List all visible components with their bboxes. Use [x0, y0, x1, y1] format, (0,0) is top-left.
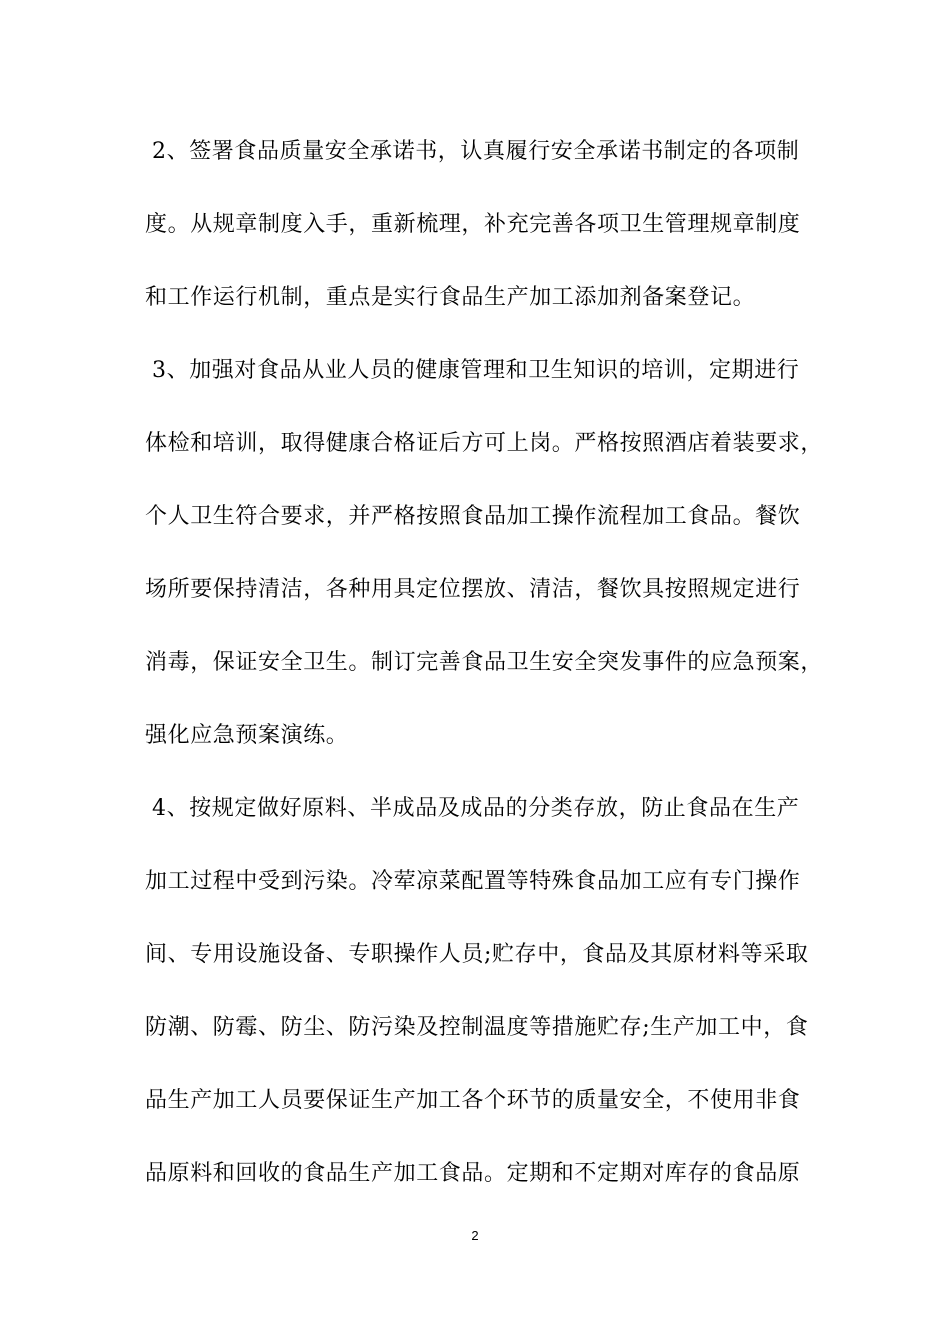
- paragraph-4-line-6: 品原料和回收的食品生产加工食品。定期和不定期对库存的食品原: [145, 1161, 801, 1186]
- page-number: 2: [471, 1228, 479, 1243]
- paragraph-3-line-6: 强化应急预案演练。: [145, 723, 349, 748]
- paragraph-2-line-2: 度。从规章制度入手，重新梳理，补充完善各项卫生管理规章制度: [145, 212, 801, 237]
- paragraph-4-line-1: 4、按规定做好原料、半成品及成品的分类存放，防止食品在生产: [152, 796, 800, 821]
- paragraph-4-line-4: 防潮、防霉、防尘、防污染及控制温度等措施贮存;生产加工中，食: [145, 1015, 809, 1040]
- paragraph-4-line-2: 加工过程中受到污染。冷荤凉菜配置等特殊食品加工应有专门操作: [145, 869, 801, 894]
- paragraph-2-line-3: 和工作运行机制，重点是实行食品生产加工添加剂备案登记。: [145, 285, 756, 310]
- paragraph-3-line-1: 3、加强对食品从业人员的健康管理和卫生知识的培训，定期进行: [152, 358, 800, 383]
- paragraph-3-line-5: 消毒，保证安全卫生。制订完善食品卫生安全突发事件的应急预案，: [145, 650, 824, 675]
- paragraph-3-line-4: 场所要保持清洁，各种用具定位摆放、清洁，餐饮具按照规定进行: [145, 577, 801, 602]
- paragraph-4-line-3: 间、专用设施设备、专职操作人员;贮存中，食品及其原材料等采取: [145, 942, 809, 967]
- paragraph-3-line-3: 个人卫生符合要求，并严格按照食品加工操作流程加工食品。餐饮: [145, 504, 801, 529]
- paragraph-4-line-5: 品生产加工人员要保证生产加工各个环节的质量安全，不使用非食: [145, 1088, 801, 1113]
- paragraph-3-line-2: 体检和培训，取得健康合格证后方可上岗。严格按照酒店着装要求，: [145, 431, 824, 456]
- paragraph-2-line-1: 2、签署食品质量安全承诺书，认真履行安全承诺书制定的各项制: [152, 139, 800, 164]
